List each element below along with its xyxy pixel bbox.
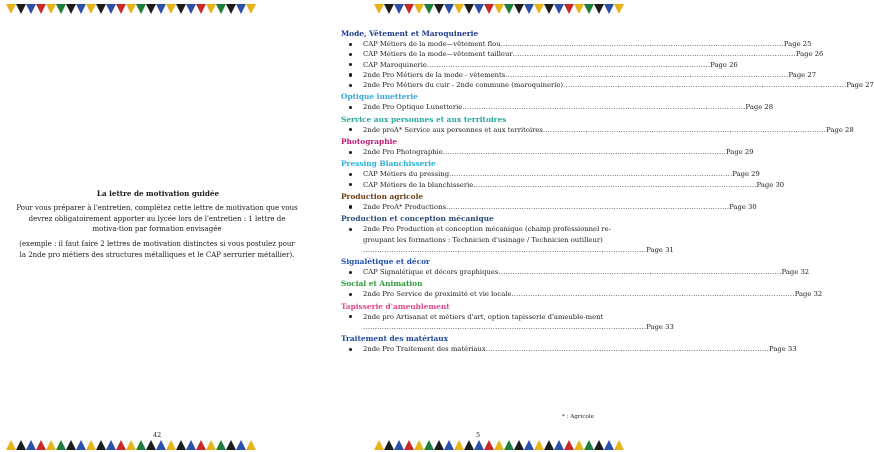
dot-leader: ........................................................................................................................ [485,345,770,354]
section-title: Service aux personnes et aux territoires [341,114,507,124]
toc-entry[interactable] [341,180,785,190]
toc-section [341,159,785,190]
section-title: Photographie [341,137,398,147]
toc-entry[interactable] [341,289,823,299]
section-list [341,202,757,212]
dot-leader: ........................................................................................................................ [505,70,789,79]
dot-leader: ........................................................................................................................ [462,103,746,112]
section-list [341,39,874,90]
dot-leader: ........................................................................................................................ [426,60,711,69]
section-list [341,224,674,255]
entry-label: CAP Métiers de la mode—vêtement tailleur [363,50,513,59]
toc-section [341,334,797,354]
entry-page: Page 32 [794,290,823,299]
section-title: Mode, Vêtement et Maroquinerie [341,29,479,38]
section-title: Production agricole [341,191,424,201]
example-paragraph: (exemple : il faut faire 2 lettres de motivation distinctes si vous postulez pour la 2nde pro métiers des structures métalliques et le CAP serrurier métallier). [19,240,295,259]
entry-page: Page 33 [646,323,674,332]
toc-entry[interactable] [341,267,810,277]
toc-entry[interactable] [341,344,797,354]
dot-leader: ........................................................................................................................ [500,40,784,48]
toc-section [341,29,874,90]
entry-page: Page 33 [769,345,797,354]
toc-section [341,191,757,212]
table-of-contents [341,27,874,355]
section-list [341,147,754,157]
entry-page: Page 26 [710,60,738,69]
section-list [341,102,774,112]
entry-label: 2nde pro Artisanat et métiers d'art, option tapisserie d'ameuble-ment [363,312,604,321]
entry-page: Page 27 [788,70,817,79]
dot-leader: ........................................................................................................................ [442,148,727,157]
entry-page: Page 30 [729,202,757,211]
entry-label: 2nde proA* Service aux personnes et aux territoires [363,125,543,134]
entry-page: Page 28 [826,125,854,134]
dot-leader: ........................................................................................................................ [498,268,782,277]
section-list [341,169,785,190]
dot-leader: ........................................................................................................................ [473,180,757,189]
dot-leader: ........................................................................................................................ [542,125,827,134]
left-page [0,0,300,452]
entry-page: Page 31 [646,245,674,254]
toc-entry[interactable] [341,80,874,90]
entry-page: Page 32 [781,268,810,277]
toc-section [341,137,754,157]
toc-entry[interactable] [341,147,754,157]
entry-page: Page 30 [756,180,785,189]
entry-label: CAP Maroquinerie [363,60,427,69]
toc-section [341,301,674,333]
section-title: Production et conception mécanique [341,214,494,224]
entry-label: 2nde Pro Service de proximité et vie locale [363,290,512,299]
section-title: Pressing Blanchisserie [341,159,436,169]
toc-section [341,279,823,299]
section-list [341,125,854,135]
entry-page: Page 25 [783,40,812,48]
entry-page: Page 29 [732,170,760,179]
dot-leader: ........................................................................................................................ [512,50,796,59]
entry-page: Page 27 [846,81,874,90]
section-list [341,312,674,333]
page-number-left: 42 [153,431,162,439]
dot-leader: ........................................................................................................................ [511,290,795,299]
entry-label: CAP Métiers du pressing [363,170,450,179]
toc-entry[interactable] [341,224,674,255]
dot-leader: ........................................................................................................................ [363,323,647,332]
entry-label: 2nde Pro Production et conception mécanique (champ professionnel re-groupant les formations : Technicien d'usinage / Technicien outilleur) [363,225,611,244]
toc-entry[interactable] [341,125,854,135]
section-title: Tapisserie d'ameublement [341,301,450,311]
toc-entry[interactable] [341,102,774,112]
entry-label: 2nde Pro Traitement des matériaux [363,345,486,354]
footnote: * : Agricole [562,414,594,420]
entry-label: 2nde ProA* Productions [363,202,446,211]
entry-label: 2nde Pro Photographie [363,148,443,157]
section-title: Signalétique et décor [341,257,430,267]
toc-section [341,114,854,135]
dot-leader: ........................................................................................................................ [449,170,733,179]
dot-leader: ........................................................................................................................ [563,81,847,90]
entry-label: 2nde Pro Métiers du cuir - 2nde commune (maroquinerie) [363,81,564,90]
entry-label: CAP Métiers de la mode—vêtement flou [363,40,501,48]
section-list [341,267,810,277]
toc-section [341,214,674,255]
dot-leader: ........................................................................................................................ [363,245,647,254]
entry-label: CAP Métiers de la blanchisserie [363,180,474,189]
toc-section [341,92,774,112]
toc-entry[interactable] [341,169,760,179]
toc-entry[interactable] [341,49,824,59]
entry-page: Page 29 [726,148,754,157]
section-title: Social et Animation [341,279,423,289]
toc-entry[interactable] [341,39,812,49]
page-number-right: 5 [476,431,481,439]
right-page [338,0,874,452]
toc-section [341,257,810,277]
entry-label: CAP Signalétique et décors graphiques [363,268,499,277]
toc-entry[interactable] [341,60,738,70]
section-title: Optique lunetterie [341,92,418,102]
toc-entry[interactable] [341,312,674,333]
toc-entry[interactable] [341,202,757,212]
intro-paragraph: Pour vous préparer à l'entretien, complétez cette lettre de motivation que vous devrez obligatoirement apporter au lycée lors de l'entretien : 1 lettre de motiva-tion par formation envisagée [16,204,298,233]
entry-page: Page 26 [795,50,824,59]
entry-label: 2nde Pro Métiers de la mode - vêtements [363,70,506,79]
entry-page: Page 28 [745,103,774,112]
section-title: Traitement des matériaux [341,334,449,344]
entry-label: 2nde Pro Optique Lunetterie [363,103,463,112]
section-list [341,289,823,299]
toc-entry[interactable] [341,70,817,80]
dot-leader: ........................................................................................................................ [445,202,730,211]
page-title: La lettre de motivation guidée [96,189,220,198]
section-list [341,344,797,354]
